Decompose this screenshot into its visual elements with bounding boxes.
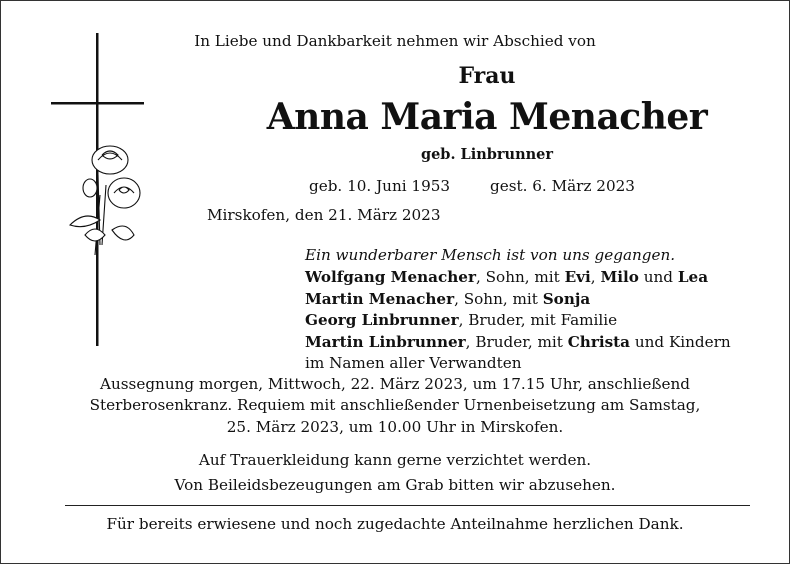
mourner-text: , Sohn, mit [475,268,565,286]
service-line-3: 25. März 2023, um 10.00 Uhr in Mirskofen. [226,418,564,436]
note-clothing: Auf Trauerkleidung kann gerne verzichtet werden. [198,451,592,469]
service-line-1: Aussegnung morgen, Mittwoch, 22. März 2023, um 17.15 Uhr, anschließend [100,375,690,393]
mourner-line [305,310,617,330]
mourner-text: und [638,268,678,286]
mourner-text: , Bruder, mit Familie [458,311,618,329]
motto: Ein wunderbarer Mensch ist von uns gegangen. [305,246,676,264]
mourner-name: Milo [600,268,639,286]
mourner-name: Evi [564,268,591,286]
mourner-text: , Sohn, mit [454,289,543,308]
mourner-line [305,267,708,287]
mourner-name: Lea [677,268,709,286]
mourner-text: , Bruder, mit [465,332,568,351]
mourner-name: Wolfgang Menacher [305,268,476,286]
mourner-line [305,289,590,309]
mourner-name: Martin Linbrunner [305,332,466,351]
mourner-text: und Kindern [630,332,731,351]
mourner-name: Sonja [542,289,591,308]
mourner-line [305,353,522,373]
thanks-line: Für bereits erwiesene und noch zugedachte Anteilnahme herzlichen Dank. [106,515,684,533]
intro-line: In Liebe und Dankbarkeit nehmen wir Abschied von [194,32,596,50]
death-date: gest. 6. März 2023 [490,177,635,195]
salutation: Frau [458,63,516,89]
birth-date: geb. 10. Juni 1953 [309,177,451,195]
mourner-line [305,332,731,352]
service-line-2: Sterberosenkranz. Requiem mit anschließender Urnenbeisetzung am Samstag, [89,396,701,414]
divider [65,505,750,506]
mourner-text: im Namen aller Verwandten [305,354,522,372]
mourner-name: Christa [567,332,630,351]
place-date: Mirskofen, den 21. März 2023 [207,206,441,224]
mourner-name: Georg Linbrunner [305,311,459,329]
deceased-name: Anna Maria Menacher [266,96,708,138]
maiden-name: geb. Linbrunner [420,146,554,163]
mourner-name: Martin Menacher [305,289,455,308]
mourner-text: , [590,268,601,286]
note-condolences: Von Beileidsbezeugungen am Grab bitten wir abzusehen. [174,476,616,494]
